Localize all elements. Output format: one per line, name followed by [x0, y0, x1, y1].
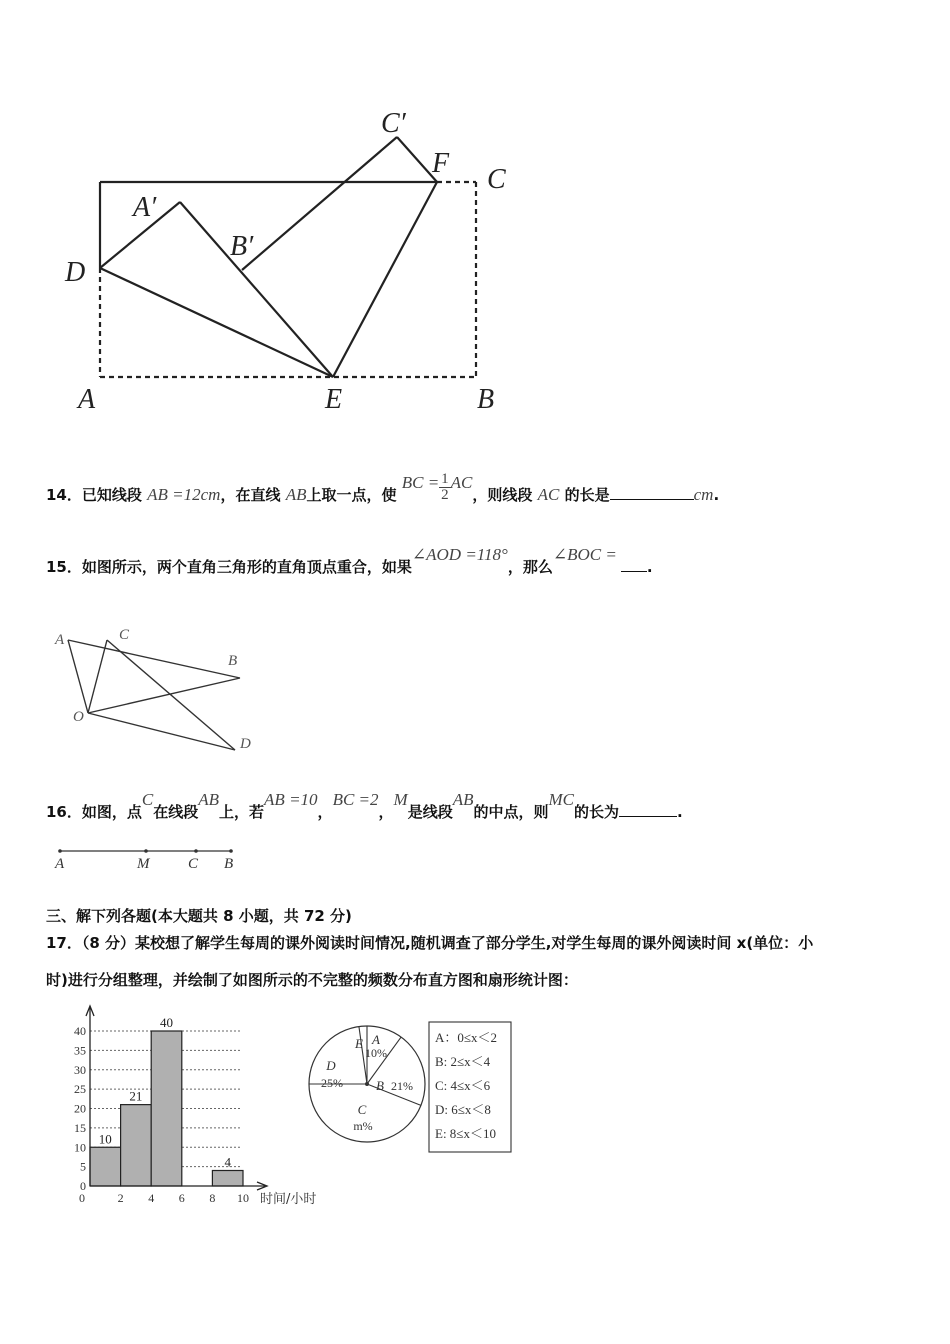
q15-number: 15．: [46, 558, 82, 576]
q16-end: .: [677, 803, 683, 821]
q14-math: BC =: [401, 473, 440, 492]
q14-math: AC: [450, 473, 473, 492]
fig15-label: B: [228, 653, 238, 669]
fig16-diagram: [48, 840, 248, 875]
section-3-heading: 三、解下列各题(本大题共 8 小题，共 72 分): [46, 907, 352, 925]
bar-value-label: 40: [160, 1015, 173, 1030]
y-tick-label: 15: [74, 1120, 86, 1135]
legend-entry: C: 4≤x＜6: [435, 1078, 491, 1093]
q15-end: .: [646, 558, 653, 576]
histogram-chart: [60, 1000, 330, 1210]
q14-text: 已知线段: [81, 486, 142, 504]
q16-sep: ，: [378, 803, 394, 821]
fig13-line: [100, 268, 333, 377]
q15-text: ，那么: [507, 558, 553, 576]
bar-value-label: 4: [224, 1154, 231, 1170]
y-tick-label: 10: [74, 1140, 86, 1155]
fig13-line: [397, 137, 437, 182]
question-17-line1: 17．（8 分）某校想了解学生每周的课外阅读时间情况,随机调查了部分学生,对学生每周的课外阅读时间 x(单位：小: [46, 934, 814, 952]
legend-entry: A：0≤x＜2: [435, 1030, 498, 1045]
q16-math: BC =2: [332, 790, 379, 809]
pie-slice-percent: 25%: [321, 1076, 343, 1090]
x-tick-label: 6: [178, 1191, 185, 1205]
legend-entry: B: 2≤x＜4: [435, 1054, 491, 1069]
q14-unit: cm: [693, 485, 714, 504]
q15-math: ∠AOD =118°: [411, 545, 508, 564]
question-14: [46, 471, 720, 511]
q16-text: 上，若: [219, 803, 265, 821]
pie-slice-label: B: [376, 1078, 384, 1093]
q14-answer-blank[interactable]: [610, 485, 694, 500]
question-17-line2: 时)进行分组整理，并绘制了如图所示的不完整的频数分布直方图和扇形统计图：: [46, 971, 578, 989]
fig15-label: A: [55, 632, 65, 648]
fig16-point: [229, 849, 233, 853]
x-tick-label: 2: [117, 1191, 124, 1205]
fig13-label: A′: [133, 192, 157, 223]
pie-chart: [300, 1010, 530, 1190]
x-axis-label: 时间/小时: [260, 1192, 317, 1207]
q16-math: AB =10: [264, 790, 318, 809]
fig13-label: A: [78, 384, 96, 415]
pie-slice-label: E: [355, 1036, 363, 1051]
q16-text: 的中点，则: [473, 803, 549, 821]
fig15-line: [88, 678, 240, 713]
q14-math: AB: [285, 485, 307, 504]
y-tick-label: 30: [74, 1062, 86, 1077]
legend-entry: D: 6≤x＜8: [435, 1102, 491, 1117]
bar-value-label: 21: [129, 1088, 143, 1104]
q16-number: 16．: [46, 803, 82, 821]
q14-text: 的长是: [564, 486, 610, 504]
fig13-line: [333, 182, 437, 377]
q15-math: ∠BOC =: [552, 545, 617, 564]
histogram-bar: [212, 1171, 243, 1187]
fig13-label: C′: [381, 108, 406, 139]
fig13-label: B′: [230, 231, 254, 262]
q16-math: AB: [198, 790, 220, 809]
q16-answer-blank[interactable]: [619, 802, 677, 817]
fig15-line: [68, 640, 240, 678]
q14-text: ，则线段: [472, 486, 533, 504]
q14-math: AC: [537, 485, 560, 504]
pie-slice-label: C: [357, 1102, 367, 1117]
q15-text: 如图所示，两个直角三角形的直角顶点重合，如果: [81, 558, 412, 576]
x-tick-label: 10: [237, 1191, 249, 1205]
y-tick-label: 20: [74, 1101, 86, 1116]
x-tick-label: 8: [209, 1191, 216, 1205]
q15-answer-blank[interactable]: [621, 557, 647, 572]
bar-value-label: 10: [98, 1131, 112, 1147]
y-tick-label: 0: [80, 1179, 86, 1193]
pie-center: [365, 1082, 369, 1086]
pie-slice-percent: m%: [353, 1119, 373, 1133]
fig15-line: [88, 640, 107, 713]
fig16-point: [144, 849, 148, 853]
fig13-line: [242, 137, 397, 270]
q16-math: AB: [452, 790, 474, 809]
fig16-label: A: [55, 856, 65, 872]
x-tick-label: 4: [148, 1191, 155, 1205]
q14-end: .: [713, 486, 720, 504]
histogram-bar: [121, 1105, 152, 1186]
fig16-point: [194, 849, 198, 853]
q16-sep: ，: [317, 803, 333, 821]
fig13-diagram: [60, 100, 530, 430]
q16-math: C: [141, 790, 154, 809]
q14-number: 14．: [46, 486, 82, 504]
histogram-bar: [90, 1147, 121, 1186]
q14-fraction: [439, 472, 451, 503]
fig13-line: [180, 202, 333, 377]
q16-text: 是线段: [407, 803, 453, 821]
pie-slice-label: D: [326, 1058, 336, 1073]
fig13-label: C: [487, 164, 506, 195]
q14-frac-num: 1: [441, 471, 449, 487]
fig13-label: E: [325, 384, 343, 415]
question-16: [46, 790, 683, 822]
q16-text: 在线段: [153, 803, 199, 821]
fig15-label: D: [240, 736, 251, 752]
fig15-line: [68, 640, 88, 713]
histogram-bar: [151, 1031, 182, 1186]
q16-text: 的长为: [574, 803, 620, 821]
fig16-point: [58, 849, 62, 853]
fig13-label: B: [477, 384, 495, 415]
q14-math: AB =12cm: [147, 485, 221, 504]
y-tick-label: 35: [74, 1043, 86, 1058]
y-tick-label: 25: [74, 1082, 86, 1097]
pie-slice-label: A: [372, 1032, 380, 1047]
q14-frac-den: 2: [441, 487, 449, 503]
fig16-label: C: [188, 856, 199, 872]
question-15: [46, 545, 653, 577]
q16-text: 如图，点: [81, 803, 142, 821]
q16-math: M: [393, 790, 408, 809]
y-tick-label: 40: [74, 1024, 86, 1038]
q16-math: MC: [548, 790, 575, 809]
q14-text: 上取一点，使: [306, 486, 397, 504]
fig16-label: B: [224, 856, 234, 872]
x-tick-label: 0: [79, 1191, 85, 1205]
fig15-diagram: [50, 625, 265, 755]
pie-slice-percent: 10%: [365, 1046, 387, 1060]
fig15-label: C: [119, 627, 130, 643]
fig15-label: O: [73, 709, 84, 725]
fig13-label: F: [432, 148, 450, 179]
pie-slice-percent: 21%: [391, 1079, 413, 1093]
q14-text: ，在直线: [220, 486, 281, 504]
fig16-label: M: [137, 856, 150, 872]
fig13-label: D: [65, 257, 86, 288]
y-tick-label: 5: [80, 1159, 86, 1174]
legend-entry: E: 8≤x＜10: [435, 1126, 496, 1141]
